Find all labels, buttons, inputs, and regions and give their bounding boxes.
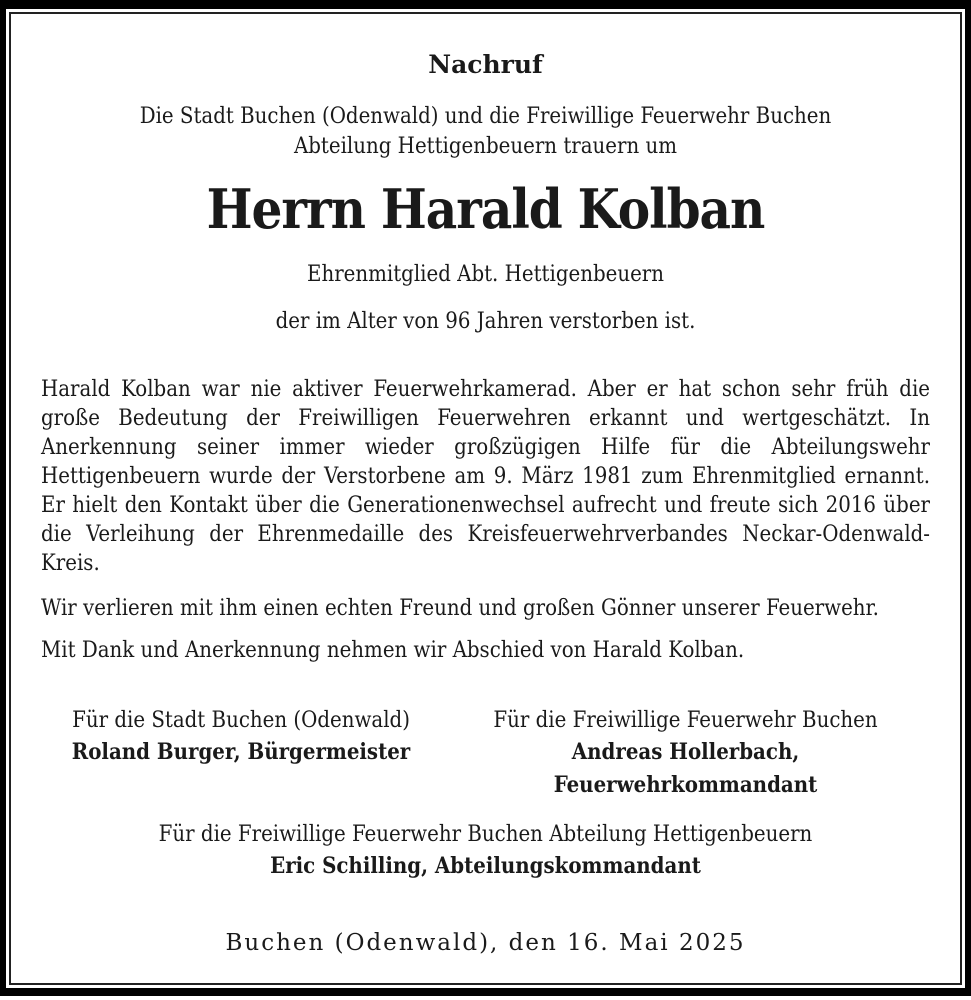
signature-firebrigade [441,706,930,802]
signature-department [41,820,930,883]
mourning-intro [41,102,930,162]
signature-city-name: Roland Burger, Bürgermeister [71,739,411,765]
mourning-intro-line2: Abteilung Hettigenbeuern trauern um [293,134,678,159]
farewell-paragraph: Mit Dank und Anerkennung nehmen wir Abschied von Harald Kolban. [41,638,745,663]
mourning-intro-line1: Die Stadt Buchen (Odenwald) und die Freiwillige Feuerwehr Buchen [139,104,832,129]
signature-city-org: Für die Stadt Buchen (Odenwald) [72,708,410,733]
signature-department-org: Für die Freiwillige Feuerwehr Buchen Abteilung Hettigenbeuern [158,822,813,847]
obituary-kind-title: Nachruf [428,50,543,79]
place-date-line: Buchen (Odenwald), den 16. Mai 2025 [225,930,746,956]
signature-row [41,706,930,802]
honorific-line: Ehrenmitglied Abt. Hettigenbeuern [307,262,664,287]
obituary-body-paragraph: Harald Kolban war nie aktiver Feuerwehrkamerad. Aber er hat schon sehr früh die große Bedeutung der Freiwilligen Feuerwehren erkannt und wertgeschätzt. In Anerkennung seiner immer wieder großzügigen Hilfe für die Abteilungswehr Hettigenbeuern wurde der Verstorbene am 9. März 1981 zum Ehrenmitglied ernannt. Er hielt den Kontakt über die Generationenwechsel aufrecht und freute sich 2016 über die Verleihung der Ehrenmedaille des Kreisfeuerwehrverbandes Neckar-Odenwald-Kreis. [41,377,930,576]
deceased-name-heading: Herrn Harald Kolban [206,177,765,241]
signature-firebrigade-name: Andreas Hollerbach, Feuerwehrkommandant [553,739,818,798]
tribute-paragraph: Wir verlieren mit ihm einen echten Freund und großen Gönner unserer Feuerwehr. [41,596,879,621]
signature-firebrigade-org: Für die Freiwillige Feuerwehr Buchen [493,708,878,733]
signature-city [41,706,441,802]
signature-department-name: Eric Schilling, Abteilungskommandant [270,853,701,879]
obituary-inner-frame [9,12,962,985]
age-line: der im Alter von 96 Jahren verstorben ist. [275,309,696,334]
